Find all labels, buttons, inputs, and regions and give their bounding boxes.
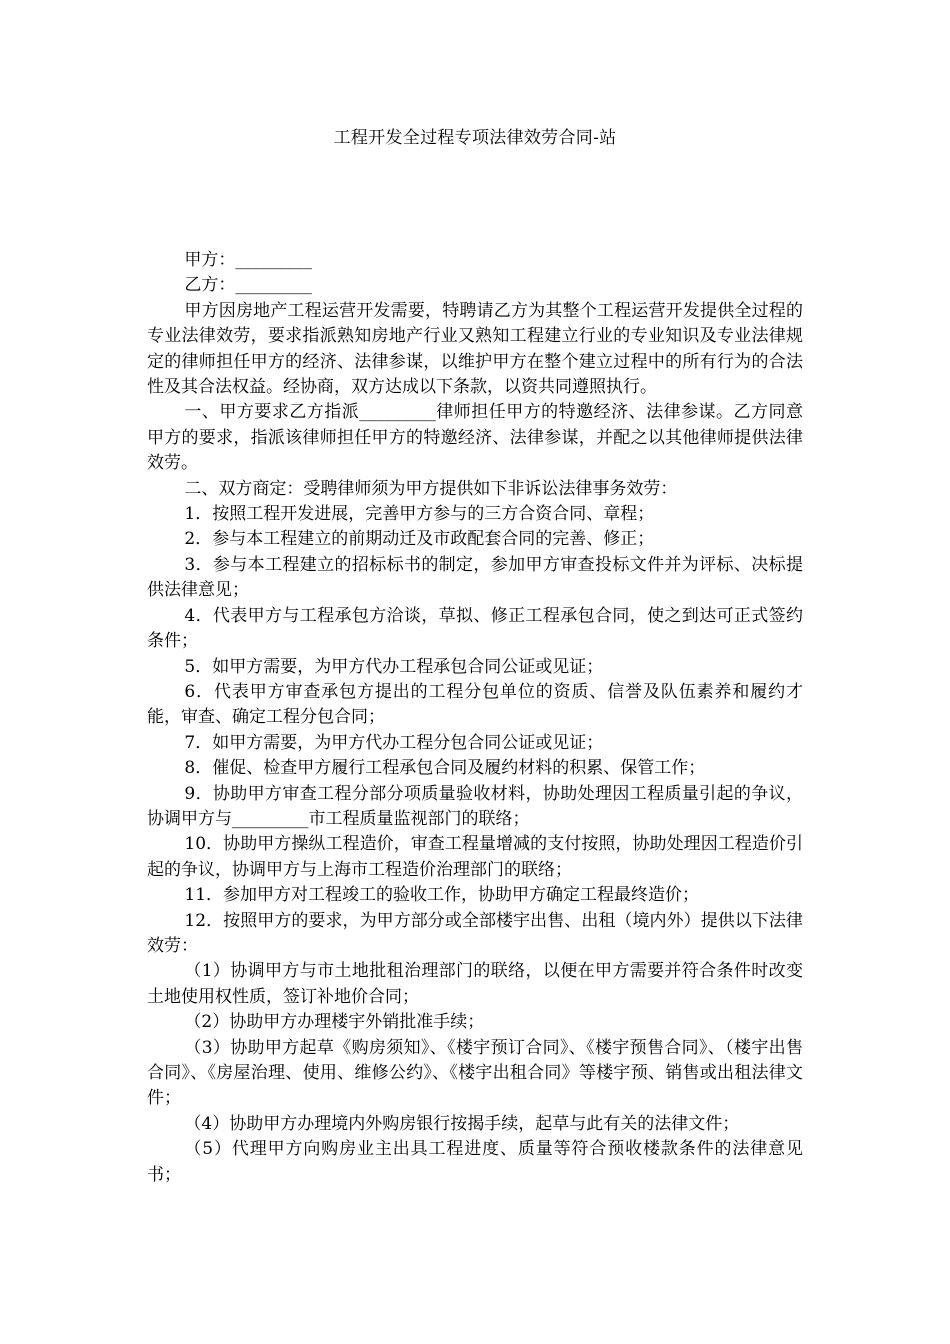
sub-item-2: （2）协助甲方办理楼宇外销批准手续； bbox=[184, 1012, 485, 1033]
document-title: 工程开发全过程专项法律效劳合同-站 bbox=[333, 128, 617, 148]
service-item-6: 6．代表甲方审查承包方提出的工程分包单位的资质、信誉及队伍素养和履约才能，审查、确定工程分包合同； bbox=[147, 681, 803, 728]
service-item-1: 1．按照工程开发进展，完善甲方参与的三方合资合同、章程； bbox=[184, 504, 655, 525]
sub-item-5: （5）代理甲方向购房业主出具工程进度、质量等符合预收楼款条件的法律意见书； bbox=[147, 1139, 803, 1185]
sub-item-1: （1）协调甲方与市土地批租治理部门的联络，以便在甲方需要并符合条件时改变土地使用权性质，签订补地价合同； bbox=[147, 961, 803, 1007]
service-item-3: 3．参与本工程建立的招标标书的制定，参加甲方审查投标文件并为评标、决标提供法律意见； bbox=[147, 554, 803, 601]
clause-2-paragraph: 二、双方商定：受聘律师须为甲方提供如下非诉讼法律事务效劳： bbox=[184, 478, 678, 499]
document-body bbox=[147, 248, 803, 1188]
service-item-7: 7．如甲方需要，为甲方代办工程分包合同公证或见证； bbox=[184, 732, 604, 753]
service-item-2: 2．参与本工程建立的前期动迁及市政配套合同的完善、修正； bbox=[184, 529, 655, 550]
service-item-12: 12．按照甲方的要求，为甲方部分或全部楼宇出售、出租（境内外）提供以下法律效劳： bbox=[147, 910, 803, 956]
party-a-line: 甲方：_________ bbox=[184, 250, 312, 270]
sub-item-4: （4）协助甲方办理境内外购房银行按揭手续，起草与此有关的法律文件； bbox=[184, 1113, 740, 1134]
service-item-10: 10．协助甲方操纵工程造价，审查工程量增减的支付按照，协助处理因工程造价引起的争议，协调甲方与上海市工程造价治理部门的联络； bbox=[147, 834, 803, 880]
clause-1-paragraph: 一、甲方要求乙方指派_________律师担任甲方的特邀经济、法律参谋。乙方同意甲方的要求，指派该律师担任甲方的特邀经济、法律参谋，并配之以其他律师提供法律效劳。 bbox=[147, 402, 803, 474]
service-item-11: 11．参加甲方对工程竣工的验收工作，协助甲方确定工程最终造价； bbox=[184, 885, 700, 906]
party-b-line: 乙方：_________ bbox=[184, 275, 312, 296]
service-item-5: 5．如甲方需要，为甲方代办工程承包合同公证或见证； bbox=[184, 656, 604, 677]
sub-item-3: （3）协助甲方起草《购房须知》、《楼宇预订合同》、《楼宇预售合同》、（楼宇出售合同》、《房屋治理、使用、维修公约》、《楼宇出租合同》等楼宇预、销售或出租法律文件； bbox=[147, 1037, 803, 1109]
preamble-paragraph: 甲方因房地产工程运营开发需要，特聘请乙方为其整个工程运营开发提供全过程的专业法律效劳，要求指派熟知房地产行业又熟知工程建立行业的专业知识及专业法律规定的律师担任甲方的经济、法律参谋，以维护甲方在整个建立过程中的所有行为的合法性及其合法权益。经协商，双方达成以下条款，以资共同遵照执行。 bbox=[147, 300, 803, 398]
service-item-4: 4．代表甲方与工程承包方洽谈，草拟、修正工程承包合同，使之到达可正式签约条件； bbox=[147, 605, 803, 652]
service-item-9: 9．协助甲方审查工程分部分项质量验收材料，协助处理因工程质量引起的争议，协调甲方与_________市工程质量监视部门的联络； bbox=[147, 783, 803, 829]
service-item-8: 8．催促、检查甲方履行工程承包合同及履约材料的积累、保管工作； bbox=[184, 758, 706, 779]
